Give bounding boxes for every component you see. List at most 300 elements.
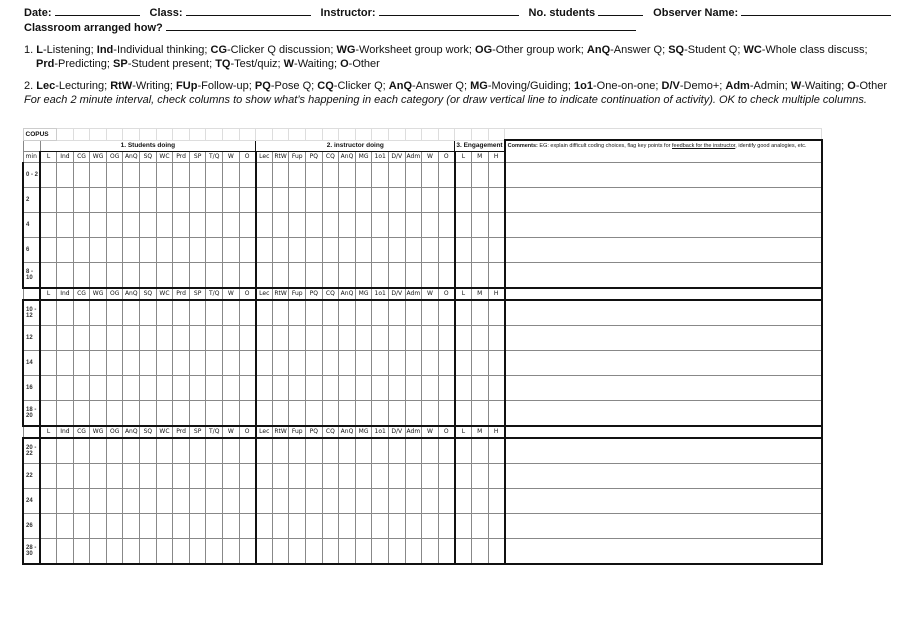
checkbox-cell-instructor[interactable] [438,513,455,538]
checkbox-cell-student[interactable] [189,538,206,564]
checkbox-cell-instructor[interactable] [339,262,356,288]
checkbox-cell-instructor[interactable] [372,463,389,488]
checkbox-cell-instructor[interactable] [339,212,356,237]
checkbox-cell-engagement[interactable] [455,400,472,426]
checkbox-cell-student[interactable] [57,262,74,288]
checkbox-cell-student[interactable] [73,438,90,464]
checkbox-cell-student[interactable] [189,375,206,400]
checkbox-cell-instructor[interactable] [355,212,372,237]
checkbox-cell-student[interactable] [90,262,107,288]
checkbox-cell-instructor[interactable] [322,538,339,564]
checkbox-cell-instructor[interactable] [306,350,323,375]
checkbox-cell-engagement[interactable] [455,325,472,350]
checkbox-cell-instructor[interactable] [306,162,323,187]
checkbox-cell-student[interactable] [123,538,140,564]
checkbox-cell-instructor[interactable] [339,350,356,375]
checkbox-cell-student[interactable] [189,237,206,262]
checkbox-cell-student[interactable] [40,237,57,262]
checkbox-cell-student[interactable] [57,438,74,464]
checkbox-cell-student[interactable] [123,262,140,288]
checkbox-cell-engagement[interactable] [471,212,488,237]
checkbox-cell-engagement[interactable] [488,375,505,400]
checkbox-cell-student[interactable] [40,538,57,564]
checkbox-cell-instructor[interactable] [422,400,439,426]
checkbox-cell-instructor[interactable] [289,350,306,375]
checkbox-cell-instructor[interactable] [372,187,389,212]
checkbox-cell-engagement[interactable] [471,350,488,375]
comments-cell[interactable] [505,488,822,513]
checkbox-cell-student[interactable] [173,538,190,564]
checkbox-cell-student[interactable] [156,162,173,187]
checkbox-cell-engagement[interactable] [488,400,505,426]
comments-cell[interactable] [505,237,822,262]
checkbox-cell-student[interactable] [206,538,223,564]
checkbox-cell-engagement[interactable] [455,463,472,488]
checkbox-cell-engagement[interactable] [488,262,505,288]
checkbox-cell-instructor[interactable] [388,325,405,350]
checkbox-cell-student[interactable] [73,212,90,237]
checkbox-cell-engagement[interactable] [488,325,505,350]
checkbox-cell-student[interactable] [173,212,190,237]
checkbox-cell-instructor[interactable] [322,400,339,426]
checkbox-cell-instructor[interactable] [339,488,356,513]
checkbox-cell-student[interactable] [73,237,90,262]
checkbox-cell-instructor[interactable] [438,212,455,237]
checkbox-cell-instructor[interactable] [388,400,405,426]
checkbox-cell-student[interactable] [239,538,256,564]
checkbox-cell-engagement[interactable] [471,488,488,513]
checkbox-cell-engagement[interactable] [488,212,505,237]
checkbox-cell-engagement[interactable] [488,300,505,326]
checkbox-cell-engagement[interactable] [455,538,472,564]
checkbox-cell-instructor[interactable] [272,438,289,464]
checkbox-cell-instructor[interactable] [405,400,422,426]
checkbox-cell-engagement[interactable] [488,538,505,564]
checkbox-cell-instructor[interactable] [306,463,323,488]
comments-cell[interactable] [505,400,822,426]
checkbox-cell-instructor[interactable] [422,513,439,538]
checkbox-cell-instructor[interactable] [372,438,389,464]
checkbox-cell-instructor[interactable] [422,463,439,488]
checkbox-cell-instructor[interactable] [422,162,439,187]
checkbox-cell-instructor[interactable] [256,488,273,513]
checkbox-cell-instructor[interactable] [272,262,289,288]
checkbox-cell-instructor[interactable] [422,300,439,326]
checkbox-cell-student[interactable] [90,463,107,488]
checkbox-cell-student[interactable] [173,262,190,288]
checkbox-cell-student[interactable] [140,438,157,464]
checkbox-cell-engagement[interactable] [455,300,472,326]
checkbox-cell-student[interactable] [40,300,57,326]
checkbox-cell-student[interactable] [206,350,223,375]
checkbox-cell-student[interactable] [40,375,57,400]
checkbox-cell-instructor[interactable] [388,438,405,464]
checkbox-cell-student[interactable] [173,300,190,326]
checkbox-cell-student[interactable] [40,162,57,187]
checkbox-cell-engagement[interactable] [488,463,505,488]
checkbox-cell-student[interactable] [57,350,74,375]
checkbox-cell-instructor[interactable] [372,538,389,564]
checkbox-cell-instructor[interactable] [422,438,439,464]
checkbox-cell-instructor[interactable] [322,162,339,187]
checkbox-cell-instructor[interactable] [339,187,356,212]
checkbox-cell-student[interactable] [90,162,107,187]
checkbox-cell-student[interactable] [239,262,256,288]
field-blank[interactable] [166,20,636,31]
checkbox-cell-instructor[interactable] [256,463,273,488]
checkbox-cell-student[interactable] [73,325,90,350]
checkbox-cell-student[interactable] [57,212,74,237]
checkbox-cell-student[interactable] [173,488,190,513]
checkbox-cell-instructor[interactable] [322,463,339,488]
field-blank[interactable] [186,5,311,16]
checkbox-cell-student[interactable] [90,513,107,538]
checkbox-cell-instructor[interactable] [256,350,273,375]
checkbox-cell-instructor[interactable] [256,375,273,400]
checkbox-cell-student[interactable] [123,463,140,488]
checkbox-cell-student[interactable] [156,237,173,262]
checkbox-cell-student[interactable] [140,488,157,513]
checkbox-cell-instructor[interactable] [372,325,389,350]
checkbox-cell-instructor[interactable] [388,212,405,237]
checkbox-cell-instructor[interactable] [322,438,339,464]
checkbox-cell-student[interactable] [57,513,74,538]
checkbox-cell-instructor[interactable] [322,350,339,375]
checkbox-cell-student[interactable] [156,212,173,237]
checkbox-cell-instructor[interactable] [272,187,289,212]
checkbox-cell-instructor[interactable] [322,237,339,262]
checkbox-cell-engagement[interactable] [471,463,488,488]
checkbox-cell-instructor[interactable] [322,488,339,513]
checkbox-cell-instructor[interactable] [422,538,439,564]
checkbox-cell-student[interactable] [239,300,256,326]
checkbox-cell-student[interactable] [90,375,107,400]
checkbox-cell-engagement[interactable] [455,187,472,212]
checkbox-cell-instructor[interactable] [438,438,455,464]
checkbox-cell-instructor[interactable] [438,463,455,488]
checkbox-cell-student[interactable] [239,400,256,426]
comments-cell[interactable] [505,538,822,564]
checkbox-cell-engagement[interactable] [471,262,488,288]
checkbox-cell-student[interactable] [223,488,240,513]
checkbox-cell-engagement[interactable] [488,187,505,212]
checkbox-cell-student[interactable] [57,237,74,262]
checkbox-cell-student[interactable] [57,375,74,400]
checkbox-cell-instructor[interactable] [355,400,372,426]
checkbox-cell-instructor[interactable] [355,325,372,350]
comments-cell[interactable] [505,513,822,538]
checkbox-cell-instructor[interactable] [372,350,389,375]
checkbox-cell-engagement[interactable] [455,212,472,237]
checkbox-cell-engagement[interactable] [471,375,488,400]
checkbox-cell-instructor[interactable] [256,538,273,564]
checkbox-cell-instructor[interactable] [306,187,323,212]
checkbox-cell-engagement[interactable] [488,237,505,262]
checkbox-cell-student[interactable] [106,325,123,350]
checkbox-cell-student[interactable] [156,400,173,426]
checkbox-cell-instructor[interactable] [289,463,306,488]
checkbox-cell-instructor[interactable] [388,350,405,375]
checkbox-cell-student[interactable] [189,162,206,187]
checkbox-cell-instructor[interactable] [438,262,455,288]
checkbox-cell-instructor[interactable] [256,513,273,538]
checkbox-cell-student[interactable] [223,513,240,538]
checkbox-cell-student[interactable] [40,187,57,212]
checkbox-cell-student[interactable] [223,438,240,464]
checkbox-cell-instructor[interactable] [272,212,289,237]
checkbox-cell-engagement[interactable] [455,513,472,538]
checkbox-cell-student[interactable] [239,438,256,464]
checkbox-cell-instructor[interactable] [256,237,273,262]
checkbox-cell-student[interactable] [90,350,107,375]
checkbox-cell-instructor[interactable] [339,463,356,488]
checkbox-cell-instructor[interactable] [422,187,439,212]
checkbox-cell-student[interactable] [173,325,190,350]
checkbox-cell-instructor[interactable] [372,513,389,538]
checkbox-cell-instructor[interactable] [372,237,389,262]
checkbox-cell-student[interactable] [90,538,107,564]
checkbox-cell-student[interactable] [156,513,173,538]
checkbox-cell-instructor[interactable] [339,513,356,538]
checkbox-cell-instructor[interactable] [422,262,439,288]
checkbox-cell-student[interactable] [173,463,190,488]
checkbox-cell-instructor[interactable] [322,212,339,237]
checkbox-cell-instructor[interactable] [272,325,289,350]
checkbox-cell-instructor[interactable] [289,187,306,212]
checkbox-cell-student[interactable] [123,350,140,375]
checkbox-cell-student[interactable] [40,325,57,350]
checkbox-cell-student[interactable] [106,538,123,564]
checkbox-cell-student[interactable] [140,350,157,375]
checkbox-cell-student[interactable] [57,463,74,488]
checkbox-cell-instructor[interactable] [322,513,339,538]
comments-cell[interactable] [505,325,822,350]
checkbox-cell-student[interactable] [239,237,256,262]
checkbox-cell-student[interactable] [73,400,90,426]
checkbox-cell-engagement[interactable] [488,162,505,187]
checkbox-cell-student[interactable] [173,375,190,400]
checkbox-cell-instructor[interactable] [339,325,356,350]
checkbox-cell-instructor[interactable] [289,513,306,538]
checkbox-cell-instructor[interactable] [405,262,422,288]
checkbox-cell-engagement[interactable] [471,438,488,464]
checkbox-cell-student[interactable] [189,350,206,375]
comments-cell[interactable] [505,262,822,288]
checkbox-cell-student[interactable] [123,325,140,350]
checkbox-cell-engagement[interactable] [471,513,488,538]
checkbox-cell-instructor[interactable] [405,162,422,187]
checkbox-cell-student[interactable] [90,488,107,513]
checkbox-cell-engagement[interactable] [471,325,488,350]
checkbox-cell-student[interactable] [123,187,140,212]
checkbox-cell-student[interactable] [123,375,140,400]
checkbox-cell-student[interactable] [206,513,223,538]
checkbox-cell-student[interactable] [40,212,57,237]
checkbox-cell-instructor[interactable] [438,162,455,187]
checkbox-cell-student[interactable] [223,375,240,400]
checkbox-cell-instructor[interactable] [422,350,439,375]
checkbox-cell-student[interactable] [223,300,240,326]
checkbox-cell-student[interactable] [73,513,90,538]
checkbox-cell-instructor[interactable] [289,237,306,262]
checkbox-cell-instructor[interactable] [355,375,372,400]
checkbox-cell-instructor[interactable] [272,513,289,538]
checkbox-cell-student[interactable] [156,325,173,350]
checkbox-cell-instructor[interactable] [256,325,273,350]
checkbox-cell-student[interactable] [57,325,74,350]
checkbox-cell-instructor[interactable] [438,350,455,375]
checkbox-cell-instructor[interactable] [355,350,372,375]
checkbox-cell-student[interactable] [156,187,173,212]
checkbox-cell-instructor[interactable] [289,375,306,400]
checkbox-cell-student[interactable] [223,400,240,426]
checkbox-cell-instructor[interactable] [372,488,389,513]
checkbox-cell-student[interactable] [223,538,240,564]
checkbox-cell-instructor[interactable] [256,262,273,288]
checkbox-cell-instructor[interactable] [339,237,356,262]
checkbox-cell-instructor[interactable] [289,212,306,237]
checkbox-cell-instructor[interactable] [272,237,289,262]
checkbox-cell-student[interactable] [140,300,157,326]
checkbox-cell-instructor[interactable] [405,237,422,262]
checkbox-cell-instructor[interactable] [388,162,405,187]
checkbox-cell-instructor[interactable] [306,375,323,400]
checkbox-cell-student[interactable] [206,488,223,513]
checkbox-cell-student[interactable] [57,400,74,426]
checkbox-cell-student[interactable] [40,463,57,488]
checkbox-cell-engagement[interactable] [471,237,488,262]
checkbox-cell-student[interactable] [106,162,123,187]
checkbox-cell-instructor[interactable] [405,350,422,375]
checkbox-cell-student[interactable] [239,212,256,237]
checkbox-cell-student[interactable] [140,162,157,187]
checkbox-cell-instructor[interactable] [438,187,455,212]
checkbox-cell-student[interactable] [206,187,223,212]
checkbox-cell-instructor[interactable] [438,237,455,262]
field-blank[interactable] [55,5,140,16]
checkbox-cell-instructor[interactable] [422,488,439,513]
checkbox-cell-instructor[interactable] [322,375,339,400]
checkbox-cell-instructor[interactable] [256,162,273,187]
checkbox-cell-engagement[interactable] [455,237,472,262]
checkbox-cell-engagement[interactable] [471,300,488,326]
checkbox-cell-instructor[interactable] [405,300,422,326]
comments-cell[interactable] [505,300,822,326]
checkbox-cell-instructor[interactable] [289,262,306,288]
checkbox-cell-student[interactable] [140,325,157,350]
checkbox-cell-student[interactable] [106,463,123,488]
checkbox-cell-student[interactable] [57,538,74,564]
checkbox-cell-student[interactable] [106,262,123,288]
checkbox-cell-student[interactable] [239,162,256,187]
comments-cell[interactable] [505,212,822,237]
checkbox-cell-instructor[interactable] [388,262,405,288]
checkbox-cell-student[interactable] [223,162,240,187]
checkbox-cell-student[interactable] [206,375,223,400]
checkbox-cell-student[interactable] [223,212,240,237]
checkbox-cell-instructor[interactable] [339,438,356,464]
checkbox-cell-student[interactable] [156,488,173,513]
checkbox-cell-student[interactable] [173,162,190,187]
checkbox-cell-student[interactable] [173,400,190,426]
checkbox-cell-student[interactable] [223,325,240,350]
checkbox-cell-student[interactable] [106,438,123,464]
checkbox-cell-student[interactable] [239,488,256,513]
checkbox-cell-student[interactable] [206,212,223,237]
checkbox-cell-student[interactable] [106,300,123,326]
checkbox-cell-instructor[interactable] [306,300,323,326]
checkbox-cell-student[interactable] [40,262,57,288]
checkbox-cell-student[interactable] [90,438,107,464]
checkbox-cell-instructor[interactable] [405,438,422,464]
checkbox-cell-student[interactable] [239,463,256,488]
checkbox-cell-student[interactable] [189,400,206,426]
checkbox-cell-student[interactable] [206,262,223,288]
comments-cell[interactable] [505,187,822,212]
checkbox-cell-engagement[interactable] [471,162,488,187]
checkbox-cell-student[interactable] [106,513,123,538]
checkbox-cell-student[interactable] [189,513,206,538]
checkbox-cell-instructor[interactable] [355,237,372,262]
checkbox-cell-instructor[interactable] [272,488,289,513]
checkbox-cell-instructor[interactable] [306,237,323,262]
checkbox-cell-instructor[interactable] [405,538,422,564]
checkbox-cell-student[interactable] [206,300,223,326]
checkbox-cell-student[interactable] [173,438,190,464]
checkbox-cell-instructor[interactable] [306,325,323,350]
checkbox-cell-instructor[interactable] [438,375,455,400]
checkbox-cell-student[interactable] [57,300,74,326]
checkbox-cell-student[interactable] [140,538,157,564]
checkbox-cell-instructor[interactable] [388,513,405,538]
checkbox-cell-student[interactable] [40,488,57,513]
checkbox-cell-instructor[interactable] [322,325,339,350]
checkbox-cell-student[interactable] [206,463,223,488]
checkbox-cell-student[interactable] [123,237,140,262]
checkbox-cell-instructor[interactable] [322,187,339,212]
checkbox-cell-student[interactable] [73,350,90,375]
checkbox-cell-student[interactable] [140,212,157,237]
checkbox-cell-student[interactable] [40,438,57,464]
checkbox-cell-instructor[interactable] [339,162,356,187]
checkbox-cell-instructor[interactable] [289,300,306,326]
checkbox-cell-student[interactable] [206,400,223,426]
checkbox-cell-student[interactable] [239,350,256,375]
checkbox-cell-student[interactable] [57,187,74,212]
checkbox-cell-student[interactable] [106,212,123,237]
checkbox-cell-instructor[interactable] [355,438,372,464]
checkbox-cell-instructor[interactable] [355,262,372,288]
checkbox-cell-student[interactable] [173,237,190,262]
checkbox-cell-student[interactable] [189,187,206,212]
checkbox-cell-instructor[interactable] [405,212,422,237]
checkbox-cell-student[interactable] [173,513,190,538]
checkbox-cell-engagement[interactable] [455,162,472,187]
checkbox-cell-student[interactable] [239,325,256,350]
checkbox-cell-instructor[interactable] [372,212,389,237]
checkbox-cell-student[interactable] [223,262,240,288]
checkbox-cell-student[interactable] [140,513,157,538]
checkbox-cell-instructor[interactable] [289,162,306,187]
checkbox-cell-instructor[interactable] [405,375,422,400]
checkbox-cell-instructor[interactable] [256,438,273,464]
checkbox-cell-student[interactable] [73,488,90,513]
checkbox-cell-engagement[interactable] [488,438,505,464]
checkbox-cell-student[interactable] [106,187,123,212]
checkbox-cell-instructor[interactable] [372,400,389,426]
checkbox-cell-instructor[interactable] [339,538,356,564]
checkbox-cell-student[interactable] [106,488,123,513]
